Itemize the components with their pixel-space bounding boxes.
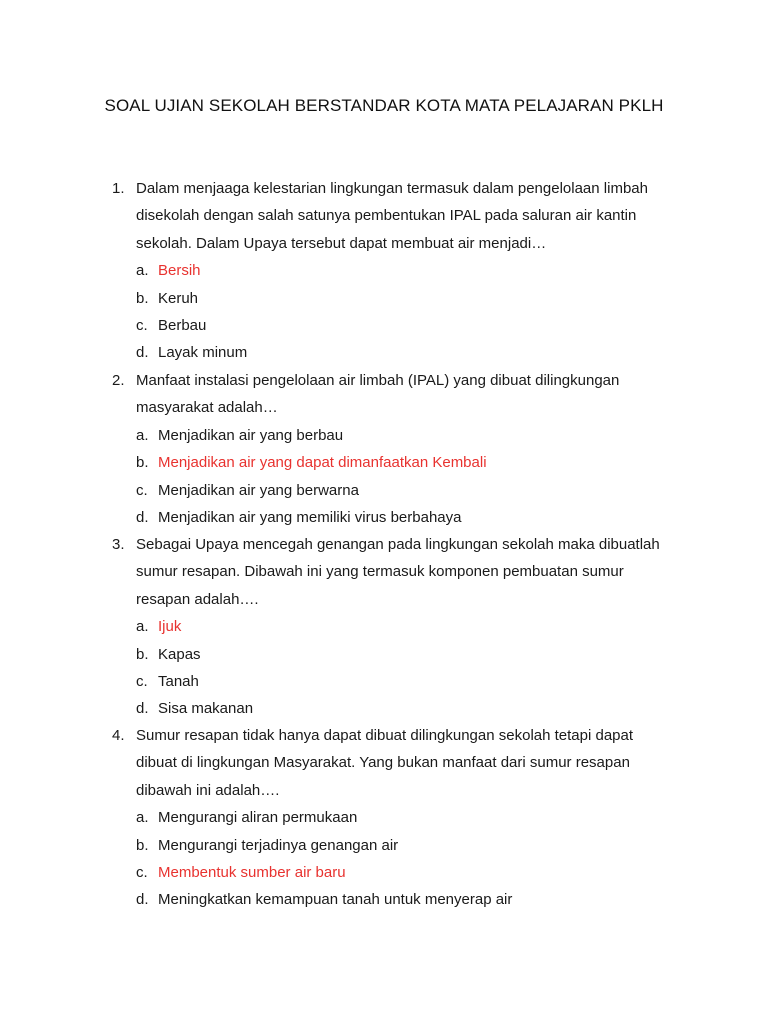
option-a (136, 422, 672, 449)
option-text: Mengurangi terjadinya genangan air (158, 836, 399, 854)
question-number: 1. (112, 180, 125, 197)
option-a (136, 613, 672, 640)
option-list (136, 613, 672, 723)
option-text-correct: Membentuk sumber air baru (158, 864, 346, 881)
option-text: Keruh (158, 289, 199, 307)
option-letter: c. (136, 481, 148, 499)
question-number: 3. (112, 536, 125, 553)
option-letter: a. (136, 809, 149, 827)
option-text: Menjadikan air yang berbau (158, 426, 344, 444)
option-text: Mengurangi aliran permukaan (158, 809, 358, 827)
option-letter: b. (136, 645, 149, 663)
option-d (136, 339, 672, 366)
question-1 (112, 175, 672, 367)
option-b (136, 832, 672, 859)
option-text: Menjadikan air yang berwarna (158, 481, 359, 499)
option-b (136, 449, 672, 476)
option-letter: a. (136, 618, 149, 636)
page-title: SOAL UJIAN SEKOLAH BERSTANDAR KOTA MATA PELAJARAN PKLH (104, 96, 664, 115)
option-text-correct: Menjadikan air yang dapat dimanfaatkan Kembali (158, 454, 487, 472)
question-number: 4. (112, 727, 125, 744)
option-d (136, 504, 672, 531)
option-list (136, 804, 672, 914)
option-letter: c. (136, 673, 148, 690)
option-text-correct: Ijuk (158, 618, 182, 636)
option-d (136, 886, 672, 913)
question-number: 2. (112, 372, 125, 389)
option-a (136, 257, 672, 284)
option-letter: a. (136, 262, 149, 280)
option-c (136, 312, 672, 339)
option-text-correct: Bersih (158, 262, 201, 280)
option-letter: d. (136, 508, 149, 526)
option-text: Kapas (158, 645, 201, 663)
question-2 (112, 367, 672, 531)
option-c (136, 859, 672, 886)
question-text: Dalam menjaaga kelestarian lingkungan termasuk dalam pengelolaan limbah disekolah dengan salah satunya pembentukan IPAL pada saluran air kantin sekolah. Dalam Upaya tersebut dapat membuat air menjadi… (136, 180, 648, 252)
option-letter: a. (136, 426, 149, 444)
option-b (136, 285, 672, 312)
question-3 (112, 531, 672, 723)
option-c (136, 477, 672, 504)
option-letter: b. (136, 454, 149, 472)
option-letter: d. (136, 344, 149, 362)
option-c (136, 668, 672, 695)
question-text: Sumur resapan tidak hanya dapat dibuat dilingkungan sekolah tetapi dapat dibuat di lingkungan Masyarakat. Yang bukan manfaat dari sumur resapan dibawah ini adalah…. (136, 727, 634, 799)
option-letter: d. (136, 700, 149, 718)
option-letter: b. (136, 289, 149, 307)
question-4 (112, 722, 672, 914)
question-text: Sebagai Upaya mencegah genangan pada lingkungan sekolah maka dibuatlah sumur resapan. Dibawah ini yang termasuk komponen pembuatan sumur resapan adalah…. (136, 536, 660, 608)
option-list (136, 422, 672, 532)
question-text: Manfaat instalasi pengelolaan air limbah (IPAL) yang dibuat dilingkungan masyarakat adalah… (136, 372, 620, 417)
option-a (136, 804, 672, 831)
option-d (136, 695, 672, 722)
option-b (136, 641, 672, 668)
option-text: Tanah (158, 673, 199, 690)
option-letter: b. (136, 836, 149, 854)
option-text: Berbau (158, 317, 207, 334)
option-letter: d. (136, 891, 149, 909)
option-text: Meningkatkan kemampuan tanah untuk menyerap air (158, 891, 513, 909)
option-text: Menjadikan air yang memiliki virus berbahaya (158, 508, 462, 526)
option-text: Layak minum (158, 344, 248, 362)
option-text: Sisa makanan (158, 700, 254, 718)
option-letter: c. (136, 317, 148, 334)
option-letter: c. (136, 864, 148, 881)
option-list (136, 257, 672, 367)
